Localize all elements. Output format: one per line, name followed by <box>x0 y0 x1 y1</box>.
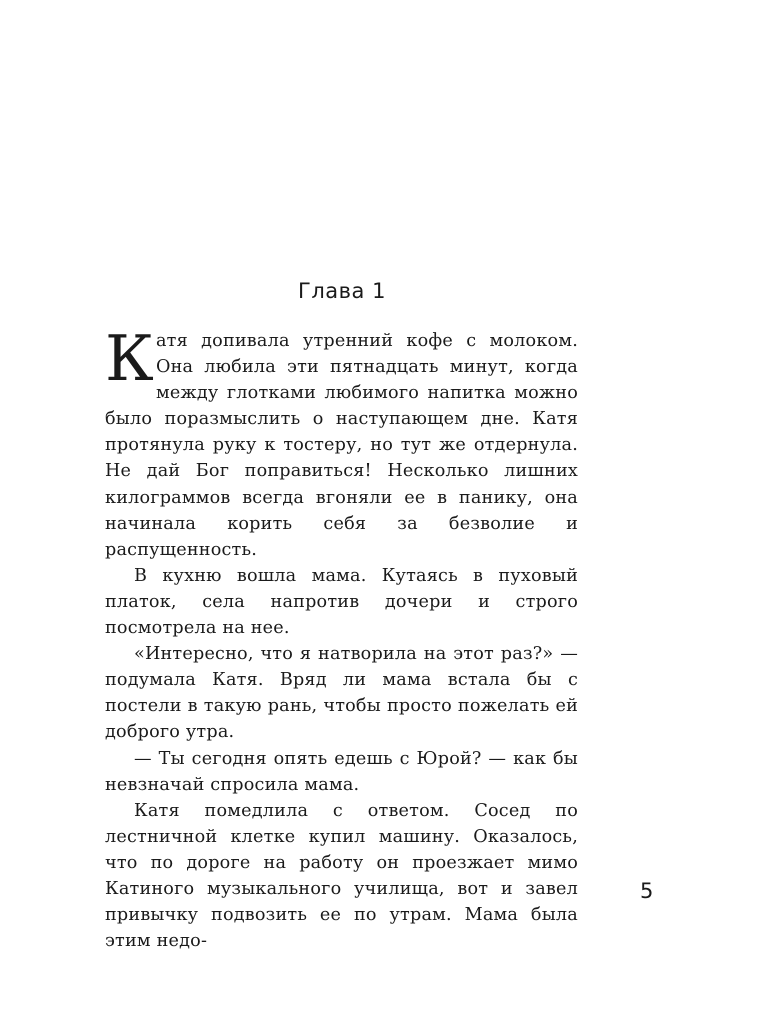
paragraph-1 <box>105 322 578 563</box>
page-number: 5 <box>640 879 654 903</box>
paragraph-5: Катя помедлила с ответом. Сосед по лестничной клетке купил машину. Оказалось, что по дороге на работу он проезжает мимо Катиного музыкального училища, вот и завел привычку подвозить ее по утрам. Мама была этим недо- <box>105 800 578 952</box>
body-text <box>105 322 578 954</box>
paragraph-2: В кухню вошла мама. Кутаясь в пуховый платок, села напротив дочери и строго посмотрела на нее. <box>105 565 578 639</box>
chapter-title: Глава 1 <box>298 279 386 303</box>
paragraph-1-text: атя допивала утренний кофе с молоком. Она любила эти пятнадцать минут, когда между глотками любимого напитка можно было поразмыслить о наступающем дне. Катя протянула руку к тостеру, но тут же отдернула. Не дай Бог поправиться! Несколько лишних килограммов всегда вгоняли ее в панику, она начинала корить себя за безволие и распущенность. <box>105 331 578 560</box>
paragraph-4: — Ты сегодня опять едешь с Юрой? — как бы невзначай спросила мама. <box>105 748 578 795</box>
paragraph-3: «Интересно, что я натворила на этот раз?» — подумала Катя. Вряд ли мама встала бы с постели в такую рань, чтобы просто пожелать ей доброго утра. <box>105 644 578 743</box>
drop-cap: К <box>105 322 154 395</box>
